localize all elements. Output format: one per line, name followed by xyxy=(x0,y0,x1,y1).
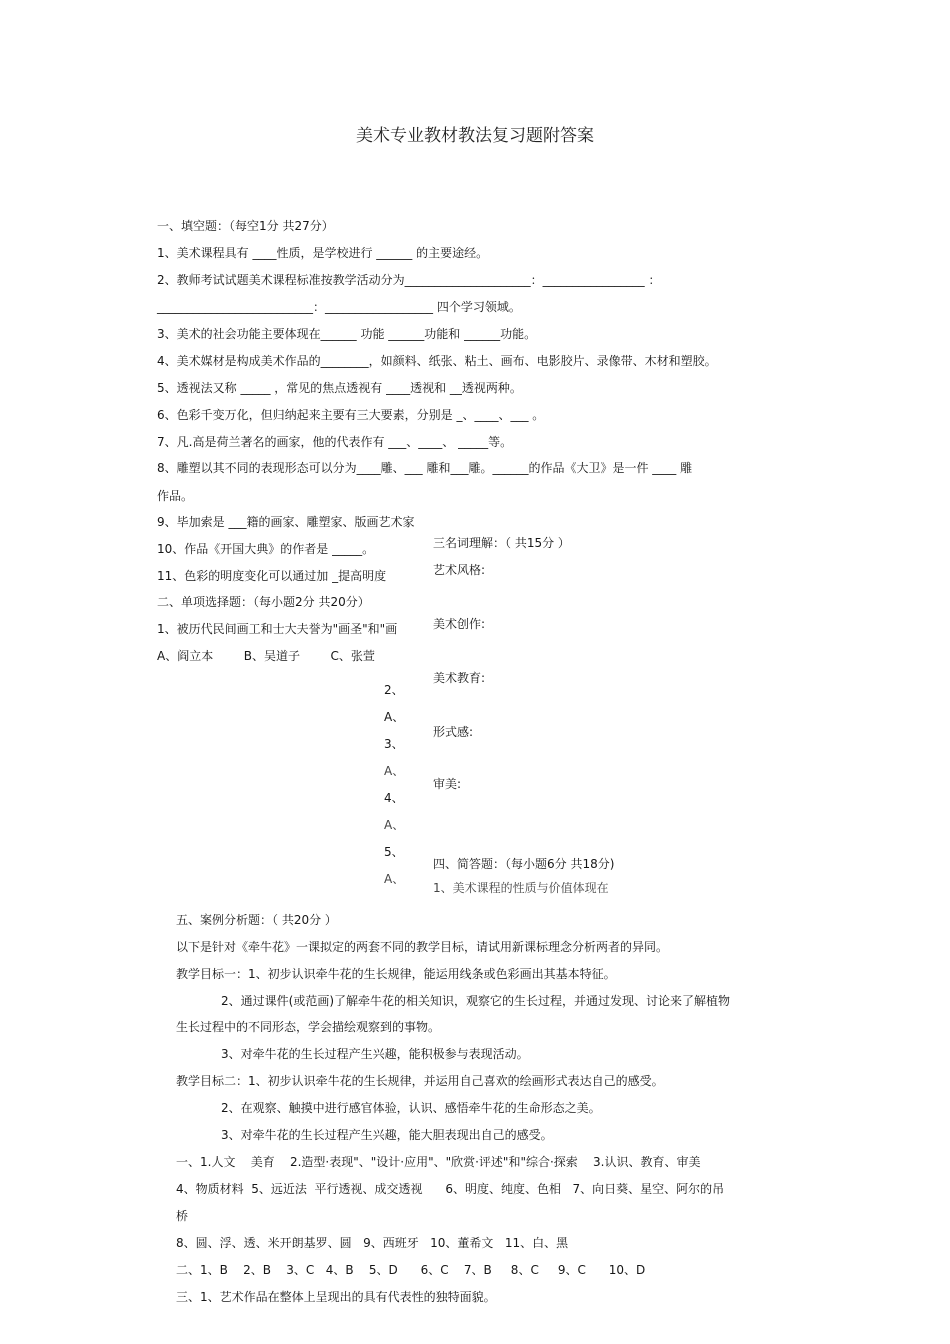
section1-heading: 一、填空题：（每空1分 共27分） xyxy=(157,219,334,233)
choice-question-1-options: A、阎立本 B、吴道子 C、张萱 xyxy=(157,649,375,663)
goal2-item2: 2、在观察、触摸中进行感官体验，认识、感悟牵牛花的生命形态之美。 xyxy=(221,1101,601,1115)
answer-line-2-wrap: 桥 xyxy=(176,1209,189,1223)
term-aesthetics: 审美: xyxy=(433,777,462,791)
answer-line-2: 4、物质材料 5、远近法 平行透视、成交透视 6、明度、纯度、色相 7、向日葵、星空、阿尔的吊 xyxy=(176,1182,725,1196)
choice-fragment: A、 xyxy=(384,818,405,832)
section4-heading: 四、简答题：（每小题6分 共18分) xyxy=(433,857,615,871)
term-art-creation: 美术创作: xyxy=(433,617,486,631)
choice-fragment: A、 xyxy=(384,872,405,886)
goal2-item3: 3、对牵牛花的生长过程产生兴趣，能大胆表现出自己的感受。 xyxy=(221,1128,553,1142)
fill-question-10: 10、作品《开国大典》的作者是 _____。 xyxy=(157,542,375,556)
choice-fragment: 5、 xyxy=(384,845,404,859)
section5-heading: 五、案例分析题：（ 共20分 ） xyxy=(176,913,337,927)
fill-question-7: 7、凡.高是荷兰著名的画家，他的代表作有 ___、____、 _____等。 xyxy=(157,435,513,449)
answer-line-3: 8、圆、浮、透、米开朗基罗、圆 9、西班牙 10、董希文 11、白、黑 xyxy=(176,1236,569,1250)
fill-question-4: 4、美术媒材是构成美术作品的________，如颜料、纸张、粘土、画布、电影胶片、录像带、木材和塑胶。 xyxy=(157,354,717,368)
document-title: 美术专业教材教法复习题附答案 xyxy=(356,126,594,146)
choice-fragment: A、 xyxy=(384,764,405,778)
goal1-item1: 教学目标一：1、初步认识牵牛花的生长规律，能运用线条或色彩画出其基本特征。 xyxy=(176,967,616,981)
choice-fragment: A、 xyxy=(384,710,405,724)
answer-line-1: 一、1.人文 美育 2.造型·表现"、"设计·应用"、"欣赏·评述"和"综合·探索 3.认识、教育、审美 xyxy=(176,1155,701,1169)
fill-question-8-line1: 8、雕塑以其不同的表现形态可以分为____雕、___ 雕和___雕。______的作品《大卫》是一件 ____ 雕 xyxy=(157,461,693,475)
choice-fragment: 3、 xyxy=(384,737,404,751)
choice-fragment: 4、 xyxy=(384,791,404,805)
goal2-item1: 教学目标二：1、初步认识牵牛花的生长规律，并运用自己喜欢的绘画形式表达自己的感受。 xyxy=(176,1074,664,1088)
short-answer-question-1: 1、美术课程的性质与价值体现在 xyxy=(433,881,609,895)
fill-question-8-line2: 作品。 xyxy=(157,489,194,503)
fill-question-1: 1、美术课程具有 ____性质，是学校进行 ______ 的主要途经。 xyxy=(157,246,489,260)
fill-question-9: 9、毕加索是 ___籍的画家、雕塑家、版画艺术家 xyxy=(157,515,415,529)
section3-heading: 三名词理解：（ 共15分 ） xyxy=(433,536,570,550)
goal1-item2-line2: 生长过程中的不同形态，学会描绘观察到的事物。 xyxy=(176,1020,441,1034)
answer-line-5: 三、1、艺术作品在整体上呈现出的具有代表性的独特面貌。 xyxy=(176,1290,496,1304)
fill-question-5: 5、透视法又称 _____ ，常见的焦点透视有 ____透视和 __透视两种。 xyxy=(157,381,522,395)
fill-question-11: 11、色彩的明度变化可以通过加 _提高明度 xyxy=(157,569,387,583)
case-intro: 以下是针对《牵牛花》一课拟定的两套不同的教学目标，请试用新课标理念分析两者的异同。 xyxy=(176,940,669,954)
choice-fragment: 2、 xyxy=(384,683,404,697)
goal1-item3: 3、对牵牛花的生长过程产生兴趣，能积极参与表现活动。 xyxy=(221,1047,529,1061)
goal1-item2-line1: 2、通过课件(或范画)了解牵牛花的相关知识，观察它的生长过程，并通过发现、讨论来了解植物 xyxy=(221,994,731,1008)
fill-question-3: 3、美术的社会功能主要体现在______ 功能 ______功能和 ______功能。 xyxy=(157,327,537,341)
answer-line-4: 二、1、B 2、B 3、C 4、B 5、D 6、C 7、B 8、C 9、C 10、D xyxy=(176,1263,646,1277)
term-art-style: 艺术风格: xyxy=(433,563,486,577)
choice-question-1: 1、被历代民间画工和士大夫誉为"画圣"和"画 xyxy=(157,622,398,636)
term-art-education: 美术教育: xyxy=(433,671,486,685)
term-form-sense: 形式感: xyxy=(433,725,474,739)
section2-heading: 二、单项选择题：（每小题2分 共20分） xyxy=(157,595,370,609)
fill-question-6: 6、色彩千变万化，但归纳起来主要有三大要素，分别是 _、____、___ 。 xyxy=(157,408,545,422)
fill-question-2-line2: __________________________：__________________ 四个学习领域。 xyxy=(157,300,521,314)
fill-question-2-line1: 2、教师考试试题美术课程标准按教学活动分为_____________________：_________________ ： xyxy=(157,273,661,287)
